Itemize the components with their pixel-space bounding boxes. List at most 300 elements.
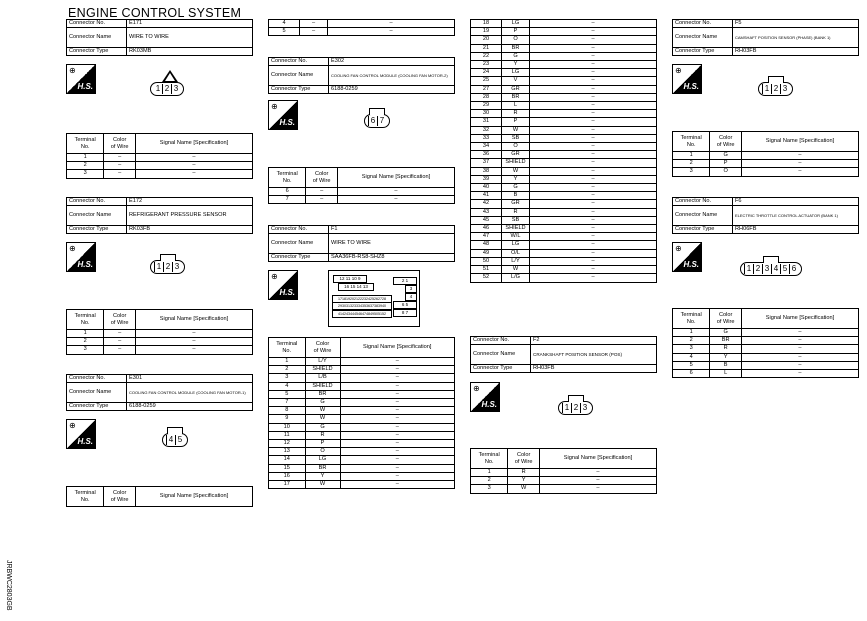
- connector-no-value: E302: [329, 58, 455, 66]
- wire-color-cell: SB: [502, 216, 530, 224]
- pin: 2: [771, 84, 780, 94]
- table-row: 1 – –: [67, 154, 253, 162]
- terminal-table-f1-continued: [470, 19, 657, 283]
- table-row: 4 – –: [269, 20, 455, 28]
- terminal-no-cell: 24: [471, 69, 502, 77]
- connector-e171-face: [150, 82, 184, 96]
- terminal-no-cell: 39: [471, 175, 502, 183]
- signal-name-cell: –: [530, 85, 657, 93]
- terminal-table-e172: [66, 309, 253, 355]
- pin-grid-row-1: 171819202122232425262728: [332, 295, 392, 303]
- connector-plug-icon: ⊕: [271, 272, 278, 281]
- terminal-no-cell: 30: [471, 110, 502, 118]
- wire-color-cell: R: [502, 110, 530, 118]
- connector-plug-icon: ⊕: [69, 421, 76, 430]
- connector-no-value: F2: [531, 337, 657, 345]
- wire-color-cell: SHIELD: [502, 225, 530, 233]
- table-row: [471, 151, 657, 159]
- table-row: [269, 448, 455, 456]
- wire-color-cell: LG: [305, 456, 340, 464]
- connector-name-value: CRANKSHAFT POSITION SENSOR (POS): [531, 345, 657, 365]
- hs-icon: [268, 270, 298, 300]
- terminal-no-cell: 18: [471, 20, 502, 28]
- terminal-no-cell: 37: [471, 159, 502, 167]
- connector-plug-icon: ⊕: [271, 102, 278, 111]
- connector-notch: [568, 395, 584, 402]
- label-connector-name: Connector Name: [67, 28, 127, 48]
- table-row: [471, 52, 657, 60]
- terminal-no-cell: 5: [269, 390, 306, 398]
- pin: 3: [172, 262, 181, 272]
- table-row: 2 – –: [67, 338, 253, 346]
- terminal-no-cell: 20: [471, 36, 502, 44]
- terminal-no-cell: 15: [269, 464, 306, 472]
- pin: 1: [155, 84, 161, 93]
- table-row: 3 – –: [67, 346, 253, 354]
- signal-name-cell: –: [530, 36, 657, 44]
- table-row: [471, 200, 657, 208]
- page-title: ENGINE CONTROL SYSTEM: [68, 6, 242, 20]
- pin: 4: [166, 435, 175, 445]
- terminal-no-cell: 17: [269, 481, 306, 489]
- connector-type-value: RH03FB: [531, 365, 657, 373]
- hs-label: H.S.: [279, 288, 295, 297]
- connector-f2-info: [470, 336, 657, 373]
- terminal-no-cell: 31: [471, 118, 502, 126]
- terminal-table-e302: [268, 167, 455, 204]
- pin-grid-row-2: 293031323334353637383940: [332, 302, 392, 310]
- table-row: 7 – –: [269, 196, 455, 204]
- pin-row-right-bottom: 8 7: [393, 309, 417, 317]
- connector-type-value: RK03FB: [127, 226, 253, 234]
- hs-label: H.S.: [481, 400, 497, 409]
- terminal-no-cell: 45: [471, 216, 502, 224]
- hs-icon: [672, 64, 702, 94]
- wire-color-cell: Y: [502, 175, 530, 183]
- terminal-table-e301-continued: [268, 19, 455, 36]
- label-connector-name: Connector Name: [269, 234, 329, 254]
- table-row: [269, 374, 455, 382]
- connector-plug-icon: ⊕: [675, 244, 682, 253]
- signal-name-cell: –: [530, 200, 657, 208]
- connector-f2-face: [558, 401, 593, 415]
- table-row: [471, 159, 657, 167]
- hs-label: H.S.: [77, 82, 93, 91]
- table-row: [269, 481, 455, 489]
- wire-color-cell: G: [502, 184, 530, 192]
- table-row: [269, 366, 455, 374]
- wire-color-cell: G: [502, 52, 530, 60]
- table-row: [471, 216, 657, 224]
- table-row: [269, 382, 455, 390]
- wire-color-cell: BR: [502, 93, 530, 101]
- terminal-no-cell: 41: [471, 192, 502, 200]
- label-connector-type: Connector Type: [471, 365, 531, 373]
- signal-name-cell: –: [530, 20, 657, 28]
- terminal-header: Terminal No.: [471, 449, 508, 469]
- terminal-no-cell: 50: [471, 257, 502, 265]
- table-row: [471, 184, 657, 192]
- table-row: [269, 456, 455, 464]
- table-row: 2 – –: [67, 162, 253, 170]
- connector-name-value: WIRE TO WIRE: [329, 234, 455, 254]
- signal-name-cell: –: [340, 390, 455, 398]
- connector-name-value: REFRIGERANT PRESSURE SENSOR: [127, 206, 253, 226]
- signal-name-cell: –: [530, 126, 657, 134]
- wire-color-cell: BR: [502, 44, 530, 52]
- hs-label: H.S.: [77, 260, 93, 269]
- connector-f1-info: [268, 225, 455, 262]
- signal-name-cell: –: [340, 481, 455, 489]
- wire-color-cell: L/Y: [305, 358, 340, 366]
- wire-color-cell: O/L: [502, 249, 530, 257]
- terminal-no-cell: 42: [471, 200, 502, 208]
- connector-plug-icon: ⊕: [69, 66, 76, 75]
- label-connector-type: Connector Type: [673, 226, 733, 234]
- document-code: JRBWC2803GB: [5, 560, 12, 611]
- terminal-table-f2: [470, 448, 657, 494]
- signal-name-cell: –: [530, 134, 657, 142]
- connector-notch: [763, 256, 779, 263]
- wire-color-cell: SB: [502, 134, 530, 142]
- label-connector-no: Connector No.: [269, 226, 329, 234]
- table-row: 3 R –: [673, 345, 859, 353]
- terminal-table-e301: [66, 486, 253, 507]
- connector-f6-face: [740, 262, 802, 276]
- wire-color-cell: P: [502, 28, 530, 36]
- signal-header: Signal Name [Specification]: [539, 449, 656, 469]
- terminal-no-cell: 49: [471, 249, 502, 257]
- table-row: [269, 399, 455, 407]
- table-row: 3 – –: [67, 170, 253, 178]
- terminal-table-f5: [672, 131, 859, 177]
- connector-notch: [369, 108, 385, 115]
- table-row: [471, 249, 657, 257]
- connector-e301-face: [162, 433, 188, 447]
- signal-name-cell: –: [530, 143, 657, 151]
- connector-name-value: WIRE TO WIRE: [127, 28, 253, 48]
- connector-body: [150, 260, 185, 274]
- pin: 3: [580, 403, 589, 413]
- terminal-no-cell: 22: [471, 52, 502, 60]
- hs-label: H.S.: [683, 82, 699, 91]
- signal-name-cell: –: [530, 28, 657, 36]
- pin: 3: [762, 264, 771, 274]
- signal-name-cell: –: [530, 175, 657, 183]
- table-row: [471, 225, 657, 233]
- signal-header: Signal Name [Specification]: [741, 309, 858, 329]
- color-header: Color of Wire: [104, 134, 136, 154]
- wire-color-cell: G: [305, 423, 340, 431]
- hs-label: H.S.: [279, 118, 295, 127]
- table-row: [269, 423, 455, 431]
- wire-color-cell: G: [305, 399, 340, 407]
- table-row: [471, 93, 657, 101]
- connector-e302-info: [268, 57, 455, 94]
- terminal-header: Terminal No.: [673, 132, 710, 152]
- wire-color-cell: LG: [502, 20, 530, 28]
- terminal-header: Terminal No.: [269, 338, 306, 358]
- table-row: 4 Y –: [673, 353, 859, 361]
- signal-name-cell: –: [530, 225, 657, 233]
- table-row: [269, 415, 455, 423]
- signal-name-cell: –: [530, 69, 657, 77]
- terminal-table-e171: [66, 133, 253, 179]
- label-connector-no: Connector No.: [67, 198, 127, 206]
- terminal-no-cell: 4: [269, 382, 306, 390]
- pin: 4: [405, 293, 417, 301]
- signal-name-cell: –: [340, 472, 455, 480]
- table-row: 6 – –: [269, 188, 455, 196]
- terminal-header: Terminal No.: [269, 168, 306, 188]
- terminal-no-cell: 51: [471, 266, 502, 274]
- table-row: [471, 257, 657, 265]
- table-row: [471, 61, 657, 69]
- color-header: Color of Wire: [710, 132, 742, 152]
- pin: 3: [780, 84, 789, 94]
- wire-color-cell: P: [502, 118, 530, 126]
- table-row: [471, 102, 657, 110]
- signal-name-cell: –: [530, 77, 657, 85]
- pin: 1: [744, 264, 753, 274]
- table-row: 3 O –: [673, 168, 859, 176]
- table-row: [269, 440, 455, 448]
- table-row: [471, 134, 657, 142]
- signal-name-cell: –: [530, 159, 657, 167]
- connector-notch: [167, 427, 183, 434]
- pin: 1: [154, 262, 163, 272]
- signal-name-cell: –: [340, 415, 455, 423]
- wire-color-cell: GR: [502, 200, 530, 208]
- table-row: 5 – –: [269, 28, 455, 36]
- signal-header: Signal Name [Specification]: [340, 338, 455, 358]
- hs-label: H.S.: [683, 260, 699, 269]
- wire-color-cell: P: [305, 440, 340, 448]
- table-row: [471, 77, 657, 85]
- pin: 1: [762, 84, 771, 94]
- table-row: 1 G –: [673, 152, 859, 160]
- wire-color-cell: W: [502, 126, 530, 134]
- table-row: 1 – –: [67, 330, 253, 338]
- wire-color-cell: LG: [502, 241, 530, 249]
- connector-e172-face: [150, 260, 185, 274]
- connector-e301-info: [66, 374, 253, 411]
- color-header: Color of Wire: [305, 338, 340, 358]
- hs-icon: [66, 419, 96, 449]
- table-row: 6 L –: [673, 370, 859, 378]
- terminal-no-cell: 36: [471, 151, 502, 159]
- wire-color-cell: W/L: [502, 233, 530, 241]
- table-row: 2 P –: [673, 160, 859, 168]
- label-connector-type: Connector Type: [269, 86, 329, 94]
- table-row: 2 Y –: [471, 477, 657, 485]
- terminal-no-cell: 11: [269, 431, 306, 439]
- signal-name-cell: –: [340, 448, 455, 456]
- wire-color-cell: V: [502, 77, 530, 85]
- connector-type-value: SAA36FB-RS8-SHZ8: [329, 254, 455, 262]
- terminal-header: Terminal No.: [67, 310, 104, 330]
- connector-name-value: CAMSHAFT POSITION SENSOR (PHASE) (BANK 1): [733, 28, 859, 48]
- table-row: [471, 192, 657, 200]
- hs-icon: [672, 242, 702, 272]
- pin: 5: [780, 264, 789, 274]
- terminal-no-cell: 2: [269, 366, 306, 374]
- table-row: [269, 431, 455, 439]
- connector-name-value: ELECTRIC THROTTLE CONTROL ACTUATOR (BANK 1): [733, 206, 859, 226]
- wire-color-cell: W: [502, 167, 530, 175]
- table-row: [269, 358, 455, 366]
- connector-body: [758, 82, 793, 96]
- signal-header: Signal Name [Specification]: [135, 134, 252, 154]
- color-header: Color of Wire: [710, 309, 742, 329]
- pin-row-second: 16 15 14 13: [338, 283, 374, 291]
- connector-f6-info: [672, 197, 859, 234]
- signal-name-cell: –: [530, 151, 657, 159]
- table-row: [471, 241, 657, 249]
- label-connector-name: Connector Name: [67, 206, 127, 226]
- table-row: [471, 175, 657, 183]
- signal-name-cell: –: [530, 257, 657, 265]
- connector-e172-info: [66, 197, 253, 234]
- table-row: [471, 36, 657, 44]
- label-connector-name: Connector Name: [67, 383, 127, 403]
- signal-name-cell: –: [340, 374, 455, 382]
- label-connector-type: Connector Type: [673, 48, 733, 56]
- signal-name-cell: –: [530, 184, 657, 192]
- terminal-no-cell: 23: [471, 61, 502, 69]
- connector-type-value: RK03MB: [127, 48, 253, 56]
- label-connector-no: Connector No.: [471, 337, 531, 345]
- label-connector-name: Connector Name: [673, 206, 733, 226]
- label-connector-type: Connector Type: [67, 48, 127, 56]
- label-connector-no: Connector No.: [673, 20, 733, 28]
- connector-no-value: F1: [329, 226, 455, 234]
- pin: 3: [171, 84, 180, 94]
- signal-name-cell: –: [340, 358, 455, 366]
- pin: 1: [562, 403, 571, 413]
- signal-name-cell: –: [530, 102, 657, 110]
- terminal-no-cell: 19: [471, 28, 502, 36]
- label-connector-type: Connector Type: [269, 254, 329, 262]
- signal-name-cell: –: [530, 192, 657, 200]
- table-row: [471, 233, 657, 241]
- color-header: Color of Wire: [306, 168, 338, 188]
- terminal-no-cell: 48: [471, 241, 502, 249]
- terminal-header: Terminal No.: [67, 134, 104, 154]
- signal-name-cell: –: [530, 233, 657, 241]
- terminal-no-cell: 52: [471, 274, 502, 282]
- terminal-table-f1: [268, 337, 455, 489]
- signal-name-cell: –: [530, 266, 657, 274]
- signal-header: Signal Name [Specification]: [135, 310, 252, 330]
- terminal-no-cell: 8: [269, 407, 306, 415]
- table-row: [471, 69, 657, 77]
- label-connector-name: Connector Name: [673, 28, 733, 48]
- connector-body: [162, 433, 188, 447]
- terminal-no-cell: 43: [471, 208, 502, 216]
- terminal-no-cell: 33: [471, 134, 502, 142]
- terminal-header: Terminal No.: [673, 309, 710, 329]
- signal-name-cell: –: [340, 366, 455, 374]
- signal-name-cell: –: [530, 52, 657, 60]
- signal-name-cell: –: [530, 249, 657, 257]
- wire-color-cell: L/Y: [502, 257, 530, 265]
- table-row: [269, 464, 455, 472]
- table-row: 3 W –: [471, 485, 657, 493]
- wire-color-cell: SHIELD: [502, 159, 530, 167]
- pin-grid-row-3: 414243444546474849505152: [332, 310, 392, 318]
- hs-icon: [470, 382, 500, 412]
- terminal-no-cell: 14: [269, 456, 306, 464]
- terminal-no-cell: 34: [471, 143, 502, 151]
- connector-type-value: 6188-0259: [329, 86, 455, 94]
- table-row: [471, 274, 657, 282]
- connector-notch: [768, 76, 784, 83]
- connector-no-value: E171: [127, 20, 253, 28]
- table-row: 5 B –: [673, 361, 859, 369]
- wire-color-cell: L: [502, 102, 530, 110]
- pin-row-top: 12 11 10 9: [333, 275, 367, 283]
- table-row: 1 G –: [673, 329, 859, 337]
- connector-name-value: COOLING FAN CONTROL MODULE (COOLING FAN MOTOR-1): [127, 383, 253, 403]
- connector-notch: [160, 254, 176, 261]
- terminal-no-cell: 13: [269, 448, 306, 456]
- label-connector-name: Connector Name: [471, 345, 531, 365]
- terminal-no-cell: 46: [471, 225, 502, 233]
- connector-type-value: 6188-0259: [127, 403, 253, 411]
- signal-name-cell: –: [340, 456, 455, 464]
- pin: 2: [571, 403, 580, 413]
- wire-color-cell: Y: [502, 61, 530, 69]
- signal-name-cell: –: [340, 399, 455, 407]
- connector-name-value: COOLING FAN CONTROL MODULE (COOLING FAN MOTOR-2): [329, 66, 455, 86]
- male-terminal-icon: [162, 70, 178, 82]
- table-row: [471, 118, 657, 126]
- table-row: [471, 44, 657, 52]
- table-row: [471, 20, 657, 28]
- terminal-no-cell: 1: [269, 358, 306, 366]
- wire-color-cell: O: [502, 36, 530, 44]
- signal-name-cell: –: [530, 93, 657, 101]
- wire-color-cell: BR: [305, 390, 340, 398]
- hs-icon: [268, 100, 298, 130]
- terminal-no-cell: 3: [269, 374, 306, 382]
- connector-f5-face: [758, 82, 793, 96]
- pin: 3: [405, 285, 417, 293]
- terminal-no-cell: 47: [471, 233, 502, 241]
- wire-color-cell: SHIELD: [305, 366, 340, 374]
- signal-name-cell: –: [340, 464, 455, 472]
- table-row: [471, 110, 657, 118]
- label-connector-type: Connector Type: [67, 226, 127, 234]
- terminal-no-cell: 38: [471, 167, 502, 175]
- terminal-no-cell: 7: [269, 399, 306, 407]
- hs-icon: [66, 242, 96, 272]
- label-connector-no: Connector No.: [67, 20, 127, 28]
- terminal-no-cell: 29: [471, 102, 502, 110]
- hs-label: H.S.: [77, 437, 93, 446]
- wire-color-cell: L/G: [502, 274, 530, 282]
- connector-body: [150, 82, 184, 96]
- wire-color-cell: R: [305, 431, 340, 439]
- table-row: [471, 208, 657, 216]
- signal-name-cell: –: [530, 241, 657, 249]
- color-header: Color of Wire: [104, 310, 136, 330]
- wire-color-cell: O: [305, 448, 340, 456]
- connector-body: [364, 114, 390, 128]
- pin-row-right-lower: 6 5: [393, 301, 417, 309]
- connector-no-value: F5: [733, 20, 859, 28]
